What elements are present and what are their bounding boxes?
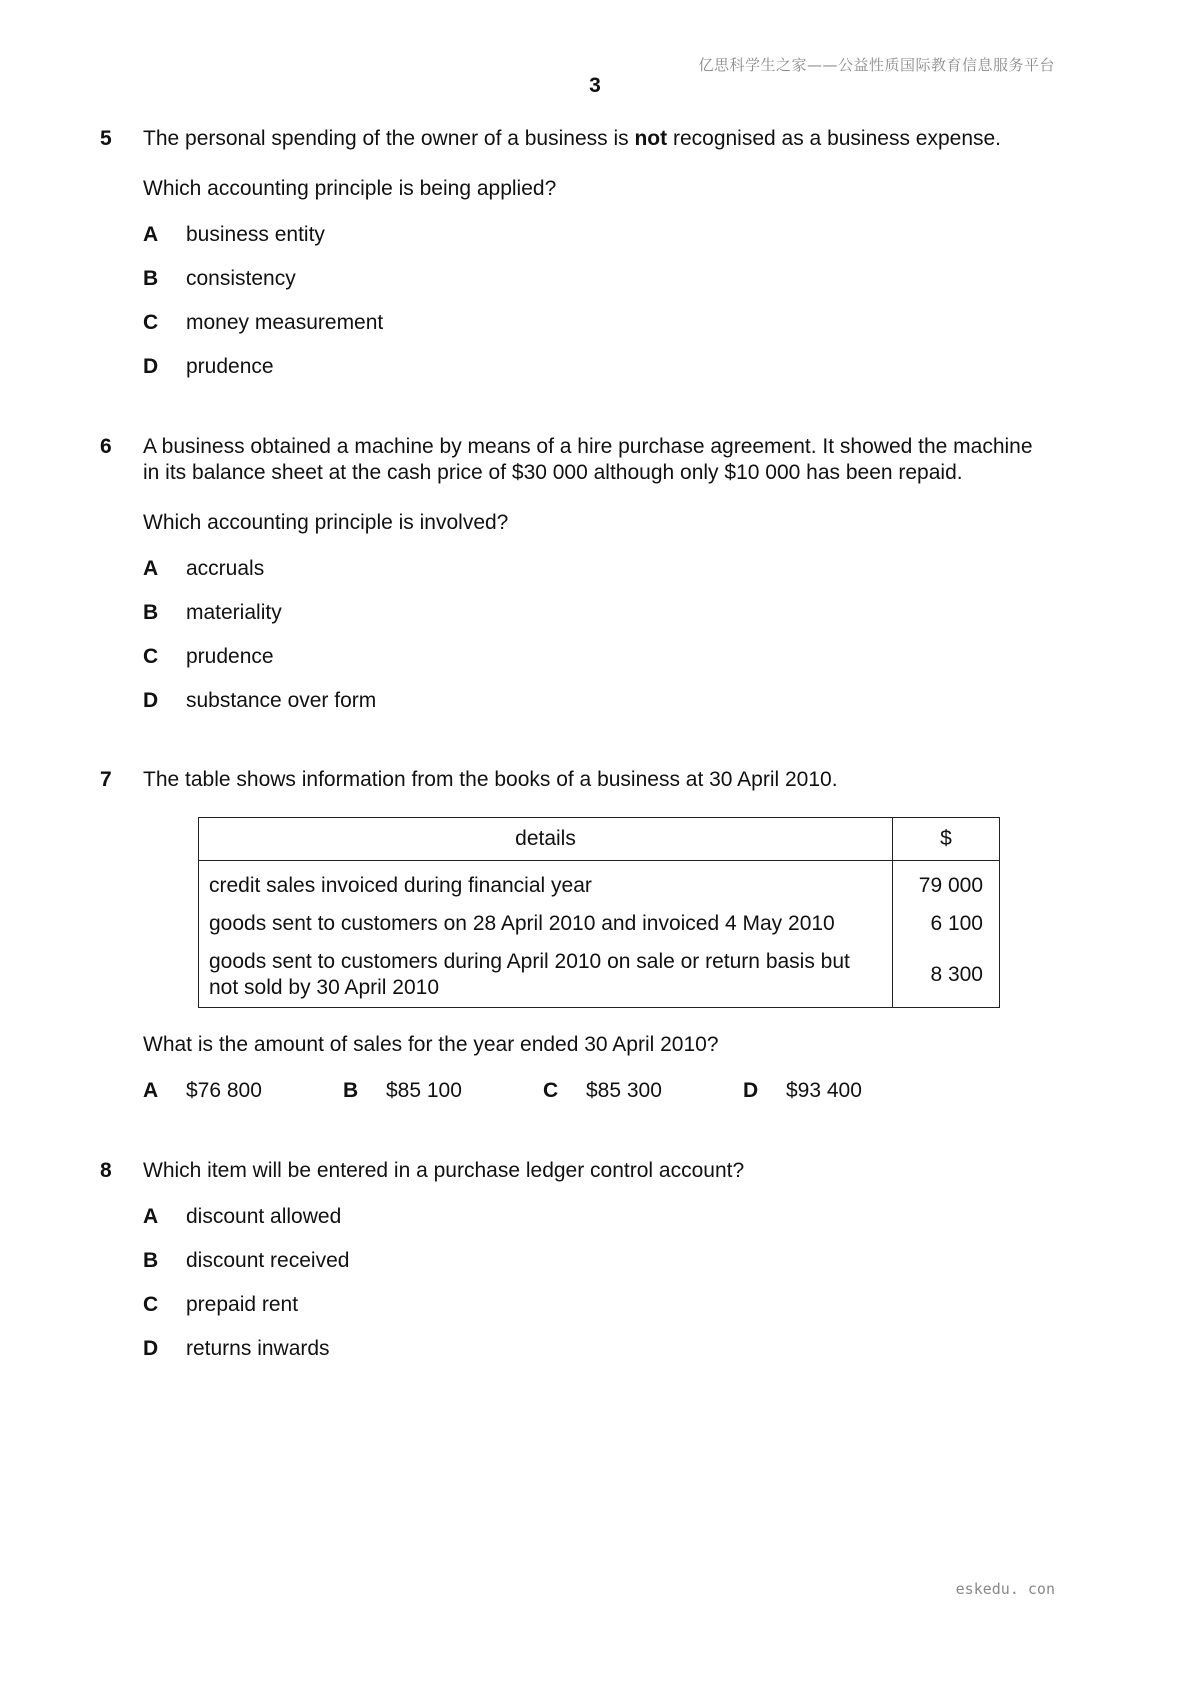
option-b [343,1078,543,1104]
amount-cell: 6 100 [893,905,1000,943]
amount-cell: 79 000 [893,861,1000,906]
option-letter: C [143,311,159,334]
question-number: 6 [100,435,112,458]
question-stem: The table shows information from the books of a business at 30 April 2010. [143,768,838,791]
option-letter: C [543,1079,559,1102]
option-c [143,310,1100,354]
option-d [743,1078,943,1104]
table-row [199,943,1000,1008]
emphasis-text: not [634,127,668,150]
option-a [143,1204,1100,1248]
option-d [143,688,1100,732]
detail-cell: credit sales invoiced during financial year [199,861,893,906]
question-5 [100,126,1100,398]
page-number: 3 [589,74,601,97]
option-text: money measurement [186,311,384,334]
table-header-row [199,818,1000,861]
option-text: $76 800 [186,1079,262,1102]
column-header-amount: $ [893,818,1000,861]
option-b [143,1248,1100,1292]
option-text: returns inwards [186,1337,330,1360]
option-letter: A [143,1205,159,1228]
option-text: prudence [186,355,274,378]
sales-details-table [198,817,1000,1008]
table-row [199,905,1000,943]
option-text: prepaid rent [186,1293,299,1316]
option-a [143,1078,343,1104]
option-b [143,600,1100,644]
answer-options [143,222,1100,398]
option-text: $93 400 [786,1079,862,1102]
question-prompt: Which accounting principle is involved? [143,511,509,534]
answer-options [143,556,1100,732]
option-letter: B [143,601,159,624]
option-c [543,1078,743,1104]
option-letter: D [143,689,159,712]
option-b [143,266,1100,310]
column-header-details: details [199,818,893,861]
option-letter: C [143,1293,159,1316]
question-6 [100,434,1100,732]
option-letter: A [143,223,159,246]
question-prompt: What is the amount of sales for the year ended 30 April 2010? [143,1033,719,1056]
option-text: $85 300 [586,1079,662,1102]
footer-watermark: eskedu. con [955,1580,1055,1598]
option-text: accruals [186,557,265,580]
question-7 [100,767,1100,1104]
option-c [143,1292,1100,1336]
option-letter: D [143,355,159,378]
option-text: $85 100 [386,1079,462,1102]
question-stem: A business obtained a machine by means of a hire purchase agreement. It showed the machine in its balance sheet at the cash price of $30 000 although only $10 000 has been repaid. [143,435,1033,484]
option-letter: D [143,1337,159,1360]
option-letter: D [743,1079,759,1102]
question-number: 8 [100,1159,112,1182]
option-text: substance over form [186,689,377,712]
detail-cell: goods sent to customers during April 2010 on sale or return basis but not sold by 30 April 2010 [199,943,893,1008]
option-letter: C [143,645,159,668]
option-a [143,556,1100,600]
detail-cell: goods sent to customers on 28 April 2010 and invoiced 4 May 2010 [199,905,893,943]
option-letter: A [143,1079,159,1102]
option-a [143,222,1100,266]
option-d [143,1336,1100,1380]
question-stem: Which item will be entered in a purchase ledger control account? [143,1159,745,1182]
table-row [199,861,1000,906]
option-text: discount allowed [186,1205,342,1228]
option-d [143,354,1100,398]
amount-cell: 8 300 [893,943,1000,1008]
question-number: 7 [100,768,112,791]
option-text: prudence [186,645,274,668]
option-text: materiality [186,601,282,624]
question-8 [100,1158,1100,1380]
option-letter: A [143,557,159,580]
question-prompt: Which accounting principle is being applied? [143,177,557,200]
question-stem: The personal spending of the owner of a business is not recognised as a business expense. [143,127,1002,150]
option-text: consistency [186,267,296,290]
answer-options [143,1078,1100,1104]
question-number: 5 [100,127,112,150]
answer-options [143,1204,1100,1380]
option-letter: B [343,1079,359,1102]
option-letter: B [143,1249,159,1272]
option-text: business entity [186,223,325,246]
option-c [143,644,1100,688]
option-text: discount received [186,1249,350,1272]
header-watermark: 亿思科学生之家——公益性质国际教育信息服务平台 [698,56,1055,74]
option-letter: B [143,267,159,290]
